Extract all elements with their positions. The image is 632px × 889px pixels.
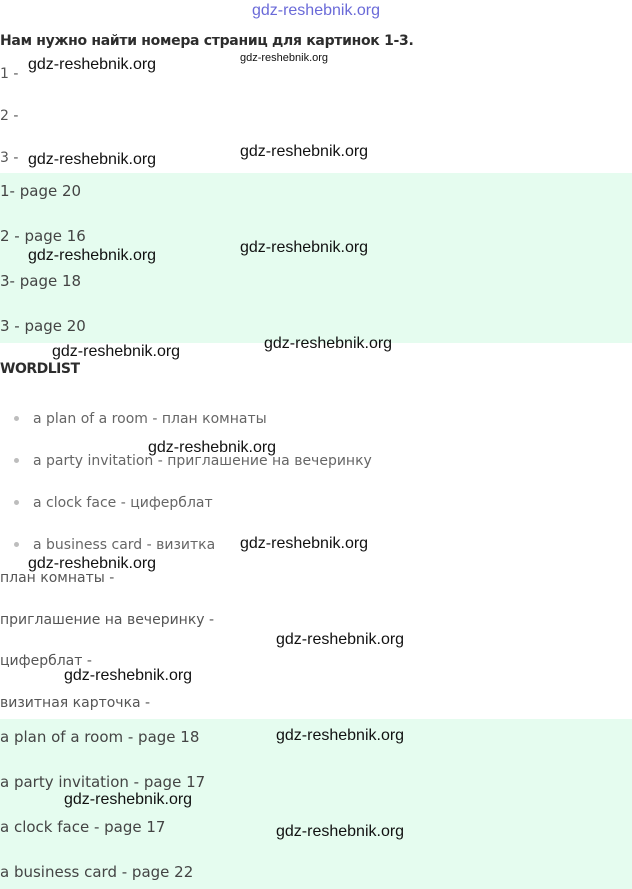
- watermark: gdz-reshebnik.org: [264, 335, 393, 352]
- wordlist-item: [14, 495, 213, 511]
- wordlist-title: WORDLIST: [0, 361, 80, 377]
- ru-blank-line-3: циферблат -: [0, 653, 92, 669]
- wordlist-item-text: a party invitation - приглашение на вечеринку: [33, 453, 372, 469]
- bullet-icon: [14, 500, 19, 505]
- answer-line-2: 2 - page 16: [0, 227, 86, 245]
- blank-line-3: 3 -: [0, 150, 19, 166]
- ru-blank-line-4: визитная карточка -: [0, 695, 151, 711]
- bullet-icon: [14, 458, 19, 463]
- wordlist-item-text: a clock face - циферблат: [33, 495, 213, 511]
- watermark: gdz-reshebnik.org: [240, 535, 369, 552]
- watermark: gdz-reshebnik.org: [64, 791, 193, 808]
- watermark: gdz-reshebnik.org: [276, 727, 405, 744]
- watermark: gdz-reshebnik.org: [240, 239, 369, 256]
- ru-blank-line-2: приглашение на вечеринку -: [0, 612, 215, 628]
- wordlist-answer-line-4: a business card - page 22: [0, 863, 194, 881]
- ru-blank-line-1: план комнаты -: [0, 570, 115, 586]
- watermark: gdz-reshebnik.org: [276, 823, 405, 840]
- blank-line-2: 2 -: [0, 108, 19, 124]
- wordlist-item: [14, 537, 215, 553]
- blank-line-1: 1 -: [0, 66, 19, 82]
- wordlist-item-text: a business card - визитка: [33, 537, 216, 553]
- watermark: gdz-reshebnik.org: [240, 52, 329, 64]
- wordlist-answer-line-1: a plan of a room - page 18: [0, 728, 200, 746]
- question-text: Нам нужно найти номера страниц для картинок 1-3.: [0, 33, 414, 49]
- wordlist-item-text: a plan of a room - план комнаты: [33, 411, 267, 427]
- watermark: gdz-reshebnik.org: [28, 555, 157, 572]
- watermark: gdz-reshebnik.org: [64, 667, 193, 684]
- watermark: gdz-reshebnik.org: [276, 631, 405, 648]
- answer-line-3: 3- page 18: [0, 272, 82, 290]
- site-header-watermark: gdz-reshebnik.org: [251, 2, 381, 19]
- wordlist-answer-line-2: a party invitation - page 17: [0, 773, 206, 791]
- watermark: gdz-reshebnik.org: [28, 151, 157, 168]
- wordlist-item: [14, 411, 267, 427]
- bullet-icon: [14, 416, 19, 421]
- watermark: gdz-reshebnik.org: [148, 439, 277, 456]
- answer-line-4: 3 - page 20: [0, 317, 86, 335]
- watermark: gdz-reshebnik.org: [52, 343, 181, 360]
- bullet-icon: [14, 542, 19, 547]
- watermark: gdz-reshebnik.org: [28, 56, 157, 73]
- answer-line-1: 1- page 20: [0, 182, 82, 200]
- watermark: gdz-reshebnik.org: [240, 143, 369, 160]
- watermark: gdz-reshebnik.org: [28, 247, 157, 264]
- wordlist-answer-line-3: a clock face - page 17: [0, 818, 166, 836]
